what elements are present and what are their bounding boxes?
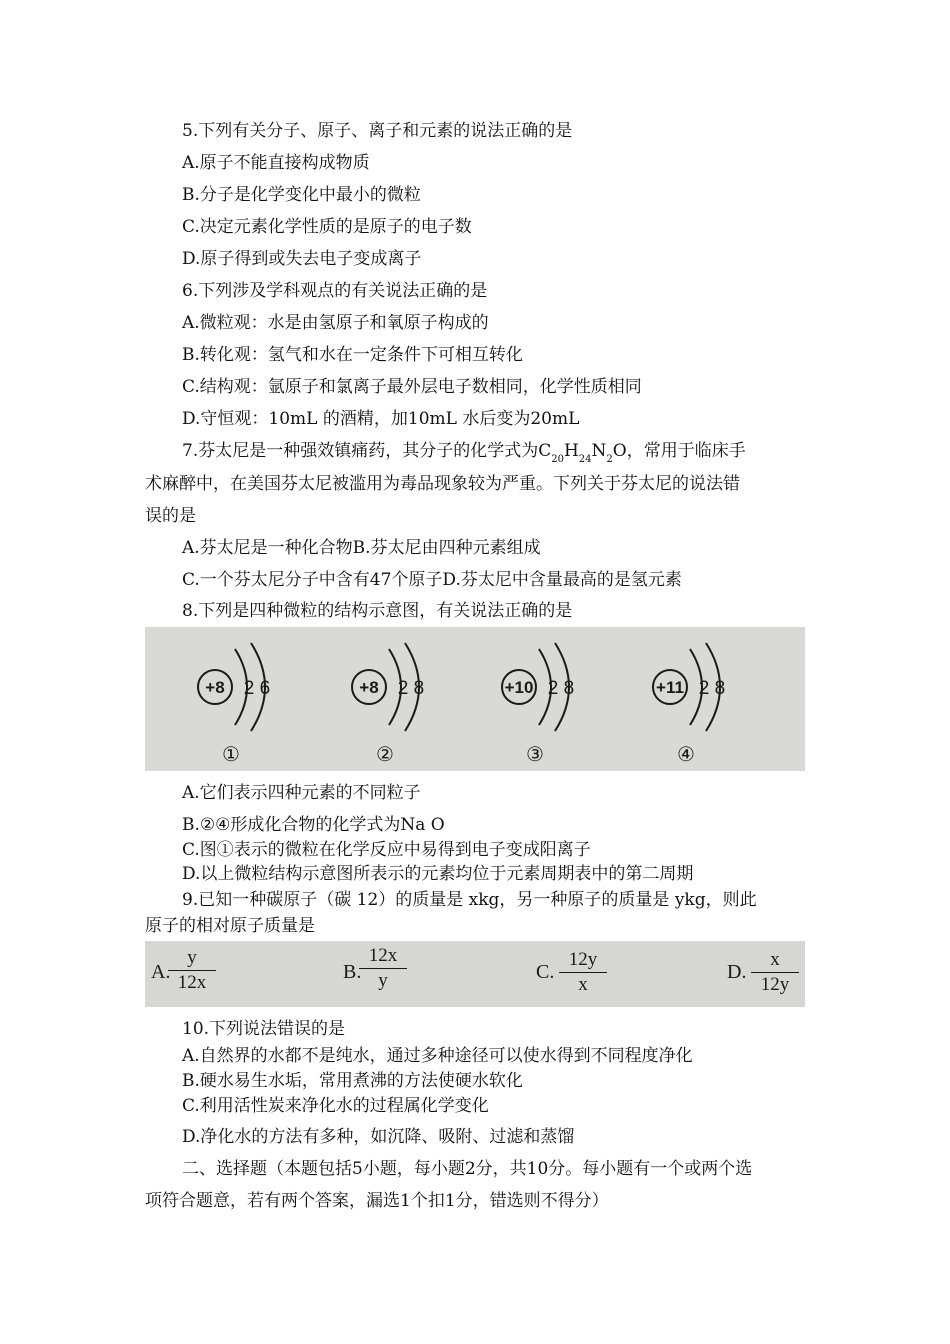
- q9-stem-line1: 9.已知一种碳原子（碳 12）的质量是 xkg，另一种原子的质量是 ykg，则此: [182, 890, 757, 910]
- q9-option-c-fraction: [553, 949, 613, 996]
- diagram-label: ④: [677, 742, 695, 766]
- q9-option-c-denominator: x: [578, 974, 588, 995]
- q7-options-ab: A.芬太尼是一种化合物B.芬太尼由四种元素组成: [182, 538, 541, 558]
- q6-option-a: A.微粒观：水是由氢原子和氧原子构成的: [182, 313, 489, 333]
- q6-option-d: D.守恒观：10mL 的酒精，加10mL 水后变为20mL: [182, 409, 580, 429]
- q10-option-a: A.自然界的水都不是纯水，通过多种途径可以使水得到不同程度净化: [182, 1046, 693, 1066]
- q9-option-d-numerator: x: [770, 949, 780, 970]
- electron-counts: 2 8: [547, 678, 575, 699]
- nucleus-charge: +8: [359, 678, 379, 697]
- q10-option-c: C.利用活性炭来净化水的过程属化学变化: [182, 1096, 489, 1116]
- atom-diagram-4: [653, 643, 725, 766]
- diagram-label: ③: [526, 742, 544, 766]
- q7-stem-post: ，常用于临床手: [626, 441, 746, 461]
- atomic-structure-diagrams: [145, 627, 805, 771]
- q9-option-b-fraction: [353, 945, 413, 992]
- section2-heading-line2: 项符合题意，若有两个答案，漏选1个扣1分，错选则不得分）: [145, 1191, 609, 1211]
- q9-option-a-fraction: [162, 947, 222, 994]
- q9-option-c-label: C.: [536, 961, 555, 983]
- diagram-label: ①: [222, 742, 240, 766]
- q7-n: N: [591, 441, 607, 461]
- atom-diagram-1: [198, 643, 270, 766]
- q9-option-b-label: B.: [343, 961, 362, 983]
- section2-heading-line1: 二、选择题（本题包括5小题，每小题2分，共10分。每小题有一个或两个选: [182, 1159, 753, 1179]
- q7-h: H: [563, 441, 579, 461]
- atom-diagram-3: [502, 643, 574, 766]
- q7-stem-line3: 误的是: [145, 506, 196, 526]
- q7-stem-line2: 术麻醉中，在美国芬太尼被滥用为毒品现象较为严重。下列关于芬太尼的说法错: [145, 474, 740, 494]
- q5-stem: 5.下列有关分子、原子、离子和元素的说法正确的是: [182, 121, 573, 141]
- q9-stem-line2: 原子的相对原子质量是: [145, 916, 315, 936]
- q9-option-d-denominator: 12y: [760, 974, 790, 995]
- q7-sub-h: 24: [578, 454, 592, 465]
- atomic-structure-svg: [145, 627, 805, 771]
- q5-option-a: A.原子不能直接构成物质: [182, 153, 370, 173]
- atom-diagram-2: [352, 643, 424, 766]
- fraction-bar: [359, 968, 407, 969]
- q9-option-c-numerator: 12y: [568, 949, 598, 970]
- q7-o: O: [612, 441, 627, 461]
- fraction-bar: [751, 972, 799, 973]
- fraction-bar: [168, 970, 216, 971]
- q5-option-b: B.分子是化学变化中最小的微粒: [182, 185, 421, 205]
- electron-counts: 2 8: [397, 678, 425, 699]
- electron-counts: 2 6: [243, 678, 271, 699]
- q8-option-c: C.图①表示的微粒在化学反应中易得到电子变成阳离子: [182, 840, 591, 860]
- q9-option-d-fraction: [745, 949, 805, 996]
- q8-option-d: D.以上微粒结构示意图所表示的元素均位于元素周期表中的第二周期: [182, 864, 694, 884]
- q7-stem-pre: 7.芬太尼是一种强效镇痛药，其分子的化学式为C: [182, 441, 552, 461]
- q9-option-a-numerator: y: [187, 947, 197, 968]
- q5-option-d: D.原子得到或失去电子变成离子: [182, 249, 422, 269]
- q10-option-d: D.净化水的方法有多种，如沉降、吸附、过滤和蒸馏: [182, 1127, 575, 1147]
- q7-stem: [182, 439, 746, 472]
- q9-options-image: [145, 941, 805, 1007]
- electron-counts: 2 8: [698, 678, 726, 699]
- q7-sub-c: 20: [551, 454, 564, 465]
- q10-stem: 10.下列说法错误的是: [182, 1019, 346, 1039]
- q7-sub-n: 2: [606, 454, 613, 465]
- nucleus-charge: +8: [205, 678, 225, 697]
- q9-option-a-label: A.: [151, 961, 171, 983]
- q6-option-c: C.结构观：氩原子和氯离子最外层电子数相同，化学性质相同: [182, 377, 642, 397]
- q8-stem: 8.下列是四种微粒的结构示意图，有关说法正确的是: [182, 601, 573, 621]
- nucleus-charge: +11: [656, 678, 684, 697]
- q8-option-b: B.②④形成化合物的化学式为Na O: [182, 815, 445, 835]
- q9-option-b-numerator: 12x: [368, 945, 398, 966]
- q9-option-b-denominator: y: [378, 970, 388, 991]
- q10-option-b: B.硬水易生水垢，常用煮沸的方法使硬水软化: [182, 1071, 523, 1091]
- q7-options-cd: C.一个芬太尼分子中含有47个原子D.芬太尼中含量最高的是氢元素: [182, 570, 682, 590]
- q6-option-b: B.转化观：氢气和水在一定条件下可相互转化: [182, 345, 523, 365]
- q9-option-a-denominator: 12x: [177, 972, 207, 993]
- q5-option-c: C.决定元素化学性质的是原子的电子数: [182, 217, 472, 237]
- q6-stem: 6.下列涉及学科观点的有关说法正确的是: [182, 281, 488, 301]
- q8-option-a: A.它们表示四种元素的不同粒子: [182, 783, 421, 803]
- diagram-label: ②: [376, 742, 394, 766]
- fraction-bar: [559, 972, 607, 973]
- nucleus-charge: +10: [504, 678, 534, 697]
- q9-option-d-label: D.: [727, 961, 747, 983]
